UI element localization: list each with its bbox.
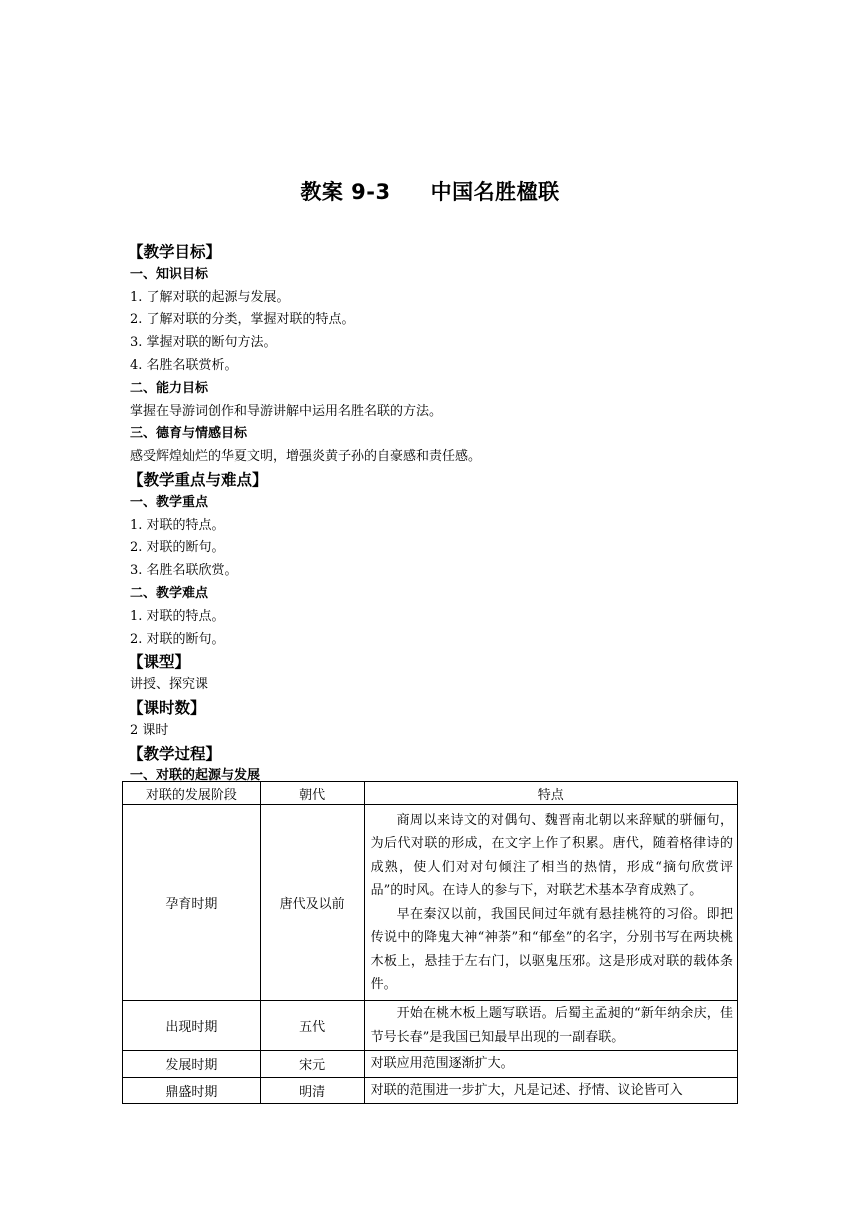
features-paragraph: 开始在桃木板上题写联语。后蜀主孟昶的“新年纳余庆，佳节号长春”是我国已知最早出现的一副春联。 <box>370 1006 733 1045</box>
table-row <box>123 1051 738 1078</box>
key-points-heading: 一、教学重点 <box>130 494 209 510</box>
ability-heading: 二、能力目标 <box>130 380 209 396</box>
features-cell <box>364 1051 737 1078</box>
table-row <box>123 1001 738 1051</box>
table-row <box>123 805 738 1001</box>
ability-text: 掌握在导游词创作和导游讲解中运用名胜名联的方法。 <box>130 403 443 419</box>
features-cell <box>364 1077 737 1104</box>
class-hours-heading: 【课时数】 <box>128 698 206 717</box>
moral-text: 感受辉煌灿烂的华夏文明，增强炎黄子孙的自豪感和责任感。 <box>130 449 482 465</box>
list-item: 4. 名胜名联赏析。 <box>130 357 238 373</box>
process-heading: 【教学过程】 <box>128 744 222 763</box>
header-stage: 对联的发展阶段 <box>123 782 261 805</box>
features-cell <box>364 805 737 1001</box>
title-lesson-number: 教案 9-3 <box>300 180 391 204</box>
title-topic: 中国名胜楹联 <box>430 180 560 204</box>
stage-cell: 发展时期 <box>123 1051 261 1078</box>
process-subheading: 一、对联的起源与发展 <box>130 768 261 784</box>
stage-cell: 鼎盛时期 <box>123 1077 261 1104</box>
dynasty-cell: 五代 <box>260 1001 364 1051</box>
header-features: 特点 <box>364 782 737 805</box>
dynasty-cell: 明清 <box>260 1077 364 1104</box>
lesson-type-heading: 【课型】 <box>128 653 191 672</box>
list-item: 1. 对联的特点。 <box>130 608 225 624</box>
list-item: 2. 对联的断句。 <box>130 631 225 647</box>
header-dynasty: 朝代 <box>260 782 364 805</box>
features-paragraph: 商周以来诗文的对偶句、魏晋南北朝以来辞赋的骈俪句，为后代对联的形成，在文字上作了积累。唐代，随着格律诗的成熟，使人们对对句倾注了相当的热情，形成“摘句欣赏评品”的时风。在诗人的参与下，对联艺术基本孕育成熟了。 <box>370 812 733 898</box>
difficulty-heading: 二、教学难点 <box>130 585 209 601</box>
list-item: 3. 掌握对联的断句方法。 <box>130 335 277 351</box>
lesson-type-text: 讲授、探究课 <box>130 677 209 693</box>
features-paragraph: 早在秦汉以前，我国民间过年就有悬挂桃符的习俗。即把传说中的降鬼大神“神荼”和“郁垒”的名字，分别书写在两块桃木板上，悬挂于左右门，以驱鬼压邪。这是形成对联的载体条件。 <box>370 906 733 992</box>
stage-cell: 出现时期 <box>123 1001 261 1051</box>
stage-cell: 孕育时期 <box>123 805 261 1001</box>
features-cell <box>364 1001 737 1051</box>
page-title <box>122 176 738 206</box>
couplet-history-table <box>122 781 738 1104</box>
dynasty-cell: 宋元 <box>260 1051 364 1078</box>
list-item: 1. 对联的特点。 <box>130 517 225 533</box>
knowledge-heading: 一、知识目标 <box>130 266 209 282</box>
list-item: 2. 了解对联的分类，掌握对联的特点。 <box>130 312 355 328</box>
lesson-content <box>122 241 738 788</box>
features-paragraph: 对联的范围进一步扩大，凡是记述、抒情、议论皆可入 <box>370 1082 683 1098</box>
key-difficulty-heading: 【教学重点与难点】 <box>128 470 268 489</box>
dynasty-cell: 唐代及以前 <box>260 805 364 1001</box>
table-header-row <box>123 782 738 805</box>
class-hours-text: 2 课时 <box>130 722 169 738</box>
list-item: 1. 了解对联的起源与发展。 <box>130 289 290 305</box>
table-row <box>123 1077 738 1104</box>
features-paragraph: 对联应用范围逐渐扩大。 <box>370 1056 514 1071</box>
moral-heading: 三、德育与情感目标 <box>130 426 248 442</box>
list-item: 3. 名胜名联欣赏。 <box>130 563 238 579</box>
list-item: 2. 对联的断句。 <box>130 540 225 556</box>
objectives-heading: 【教学目标】 <box>128 243 222 261</box>
